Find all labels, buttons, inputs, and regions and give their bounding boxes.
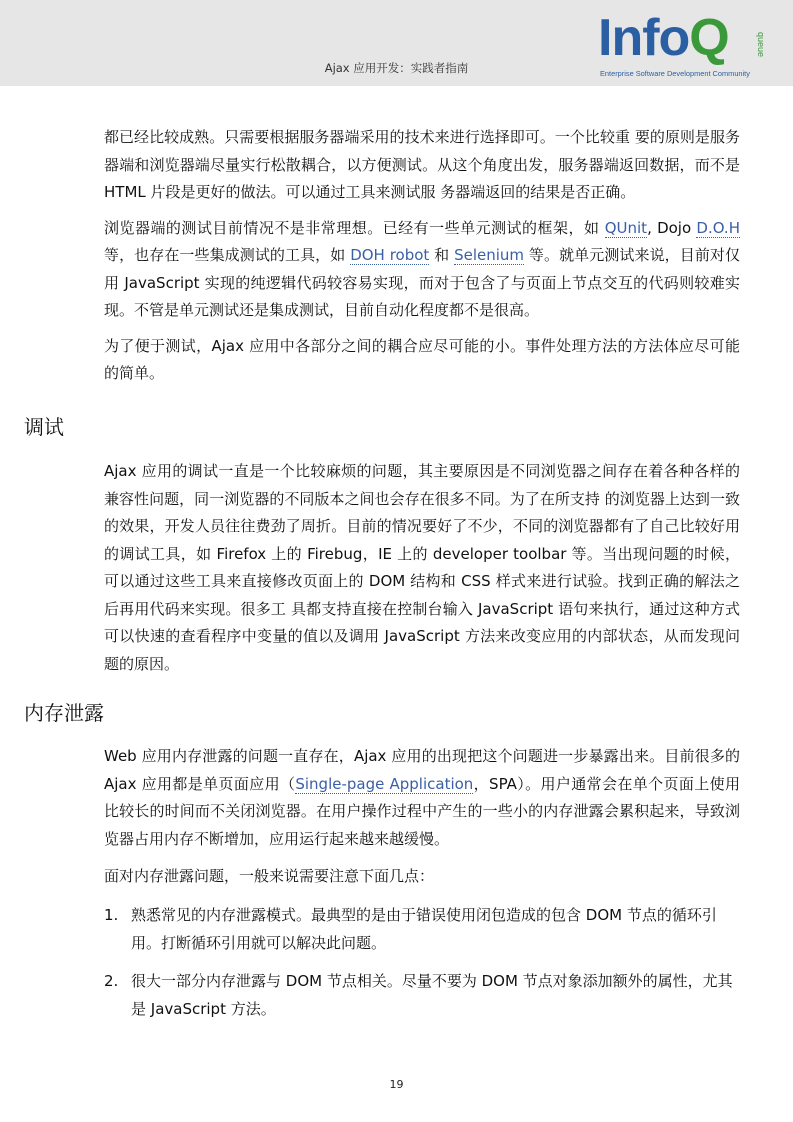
memory-leak-list (104, 902, 740, 1034)
infoq-logo (598, 9, 788, 82)
logo-queue-text: queue (756, 32, 766, 58)
debugging-section (104, 458, 740, 678)
list-item (104, 968, 740, 1023)
testing-paragraph-1: 都已经比较成熟。只需要根据服务器端采用的技术来进行选择即可。一个比较重 要的原则是服务器端和浏览器端尽量实行松散耦合，以方便测试。从这个角度出发，服务器端返回数据，而不是 HTML 片段是更好的做法。可以通过工具来测试服 务器端返回的结果是否正确。 (104, 128, 740, 201)
link-single-page-application[interactable]: Single-page Application (295, 774, 474, 793)
text-run: 等。就单元测试来说，目前对仅用 JavaScript 实现的纯逻辑代码较容易实现，而对于包含了与页面上节点交互的代码则较难实现。不管是单元测试还是集成测试，目前自动化程度都不是很高。 (104, 246, 740, 319)
memory-leak-paragraph-1 (104, 743, 740, 853)
memory-leak-heading: 内存泄露 (24, 701, 104, 725)
list-item-number: 1. (104, 906, 119, 924)
text-run: Web 应用内存泄露的问题一直存在，Ajax 应用的出现把这个问题进一步暴露出来。目前很多的 Ajax 应用都是单页面应用（ (104, 747, 740, 793)
document-title: Ajax 应用开发：实践者指南 (324, 61, 469, 75)
link-doh-robot[interactable]: DOH robot (350, 246, 430, 264)
page-header (0, 0, 793, 86)
logo-wordmark: InfoQ (598, 9, 729, 67)
link-doh[interactable]: D.O.H (696, 218, 740, 237)
link-selenium[interactable]: Selenium (454, 246, 525, 264)
testing-section (104, 124, 740, 388)
list-item-text: 熟悉常见的内存泄露模式。最典型的是由于错误使用闭包造成的包含 DOM 节点的循环引用。打断循环引用就可以解决此问题。 (131, 906, 717, 952)
text-run: 浏览器端的测试目前情况不是非常理想。已经有一些单元测试的框架，如 (104, 218, 605, 237)
text-run: 等，也存在一些集成测试的工具，如 (104, 246, 351, 264)
list-item (104, 902, 740, 957)
link-qunit[interactable]: QUnit (604, 218, 648, 237)
testing-paragraph-3: 为了便于测试，Ajax 应用中各部分之间的耦合应尽可能的小。事件处理方法的方法体应尽可能的简单。 (104, 336, 740, 382)
text-run: , Dojo (647, 218, 697, 237)
text-run: 和 (429, 246, 455, 264)
logo-tagline: Enterprise Software Development Community (600, 69, 750, 78)
memory-leak-paragraph-2: 面对内存泄露问题，一般来说需要注意下面几点： (104, 867, 435, 885)
testing-paragraph-2 (104, 215, 740, 325)
text-run: ，SPA）。用户通常会在单个页面上使用比较长的时间而不关闭浏览器。在用户操作过程中产生的一些小的内存泄露会累积起来，导致浏览器占用内存不断增加，应用运行起来越来越缓慢。 (104, 774, 740, 848)
page-number: 19 (389, 1078, 404, 1091)
debugging-paragraph: Ajax 应用的调试一直是一个比较麻烦的问题，其主要原因是不同浏览器之间存在着各种各样的兼容性问题，同一浏览器的不同版本之间也会存在很多不同。为了在所支持 的浏览器上达到一致的效果，开发人员往往费劲了周折。目前的情况要好了不少，不同的浏览器都有了自己比较好用的调试工具，如 Firefox 上的 Firebug，IE 上的 developer toolbar 等。当出现问题的时候，可以通过这些工具来直接修改页面上的 DOM 结构和 CSS 样式来进行试验。找到正确的解法之后再用代码来实现。很多工 具都支持直接在控制台输入 JavaScript 语句来执行，通过这种方式可以快速的查看程序中变量的值以及调用 JavaScript 方法来改变应用的内部状态，从而发现问题的原因。 (104, 462, 740, 673)
list-item-text: 很大一部分内存泄露与 DOM 节点相关。尽量不要为 DOM 节点对象添加额外的属性，尤其是 JavaScript 方法。 (131, 972, 733, 1018)
list-item-number: 2. (104, 972, 119, 990)
debugging-heading: 调试 (24, 415, 64, 439)
memory-leak-section (104, 743, 740, 891)
